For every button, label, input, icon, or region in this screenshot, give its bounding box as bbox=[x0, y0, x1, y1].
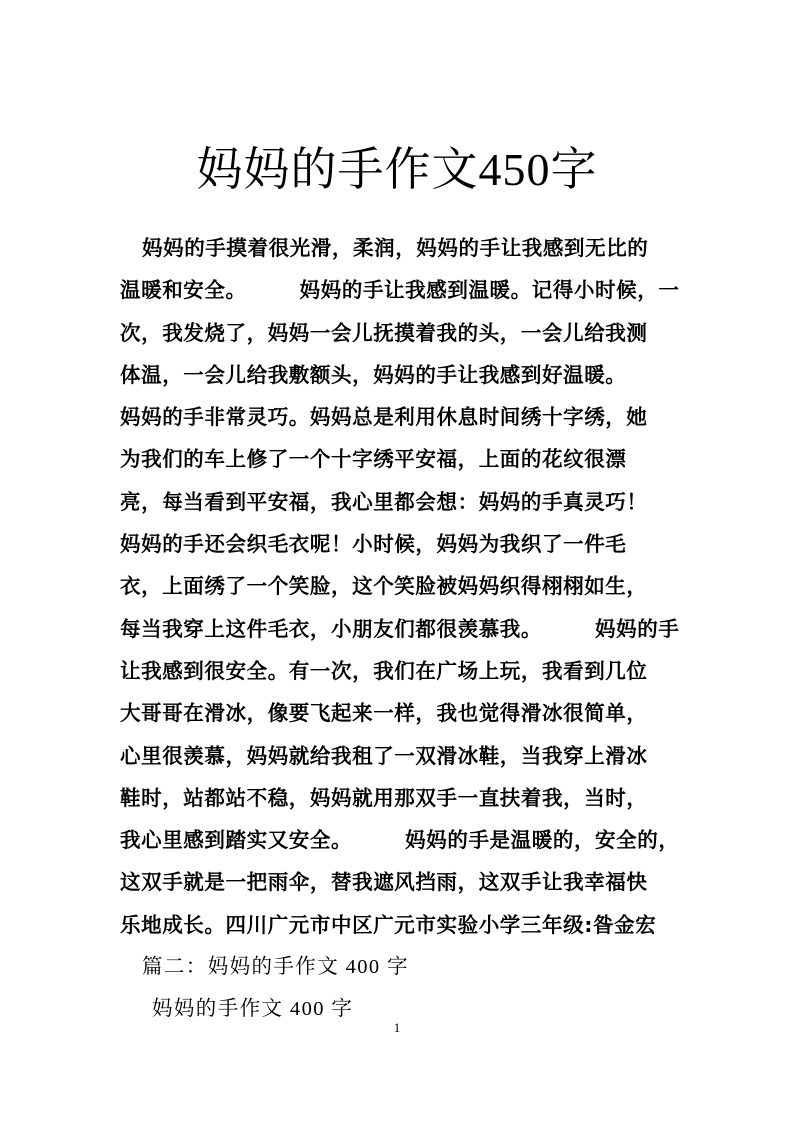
body-line: 我心里感到踏实又安全。 妈妈的手是温暖的，安全的， bbox=[120, 828, 680, 853]
body-line: 鞋时，站都站不稳，妈妈就用那双手一直扶着我，当时， bbox=[120, 785, 648, 810]
body-line: 妈妈的手还会织毛衣呢！小时候，妈妈为我织了一件毛 bbox=[120, 532, 627, 557]
subtitle: 妈妈的手作文 400 字 bbox=[152, 998, 354, 1021]
body-line: 体温，一会儿给我敷额头，妈妈的手让我感到好温暖。 bbox=[120, 362, 627, 387]
section-heading: 篇二：妈妈的手作文 400 字 bbox=[142, 956, 409, 979]
body-line: 大哥哥在滑冰，像要飞起来一样，我也觉得滑冰很简单， bbox=[120, 701, 648, 726]
body-line: 为我们的车上修了一个十字绣平安福，上面的花纹很漂 bbox=[120, 447, 627, 472]
page-number: 1 bbox=[393, 1020, 401, 1035]
body-line: 亮，每当看到平安福，我心里都会想：妈妈的手真灵巧！ bbox=[120, 489, 648, 514]
body-line: 每当我穿上这件毛衣，小朋友们都很羡慕我。 妈妈的手 bbox=[120, 616, 680, 641]
body-line: 让我感到很安全。有一次，我们在广场上玩，我看到几位 bbox=[120, 658, 648, 683]
page-title: 妈妈的手作文450字 bbox=[196, 144, 598, 195]
body-line: 衣，上面绣了一个笑脸，这个笑脸被妈妈织得栩栩如生， bbox=[120, 574, 648, 599]
body-line: 心里很羡慕，妈妈就给我租了一双滑冰鞋，当我穿上滑冰 bbox=[120, 743, 648, 768]
body-line: 乐地成长。四川广元市中区广元市实验小学三年级:昝金宏 bbox=[120, 912, 657, 937]
body-line: 这双手就是一把雨伞，替我遮风挡雨，这双手让我幸福快 bbox=[120, 870, 648, 895]
body-line: 次，我发烧了，妈妈一会儿抚摸着我的头，一会儿给我测 bbox=[120, 320, 648, 345]
body-line: 妈妈的手非常灵巧。妈妈总是利用休息时间绣十字绣，她 bbox=[120, 405, 648, 430]
document-body bbox=[120, 227, 680, 1031]
body-line: 妈妈的手摸着很光滑，柔润，妈妈的手让我感到无比的 bbox=[142, 236, 649, 260]
body-line: 温暖和安全。 妈妈的手让我感到温暖。记得小时候，一 bbox=[120, 278, 680, 303]
